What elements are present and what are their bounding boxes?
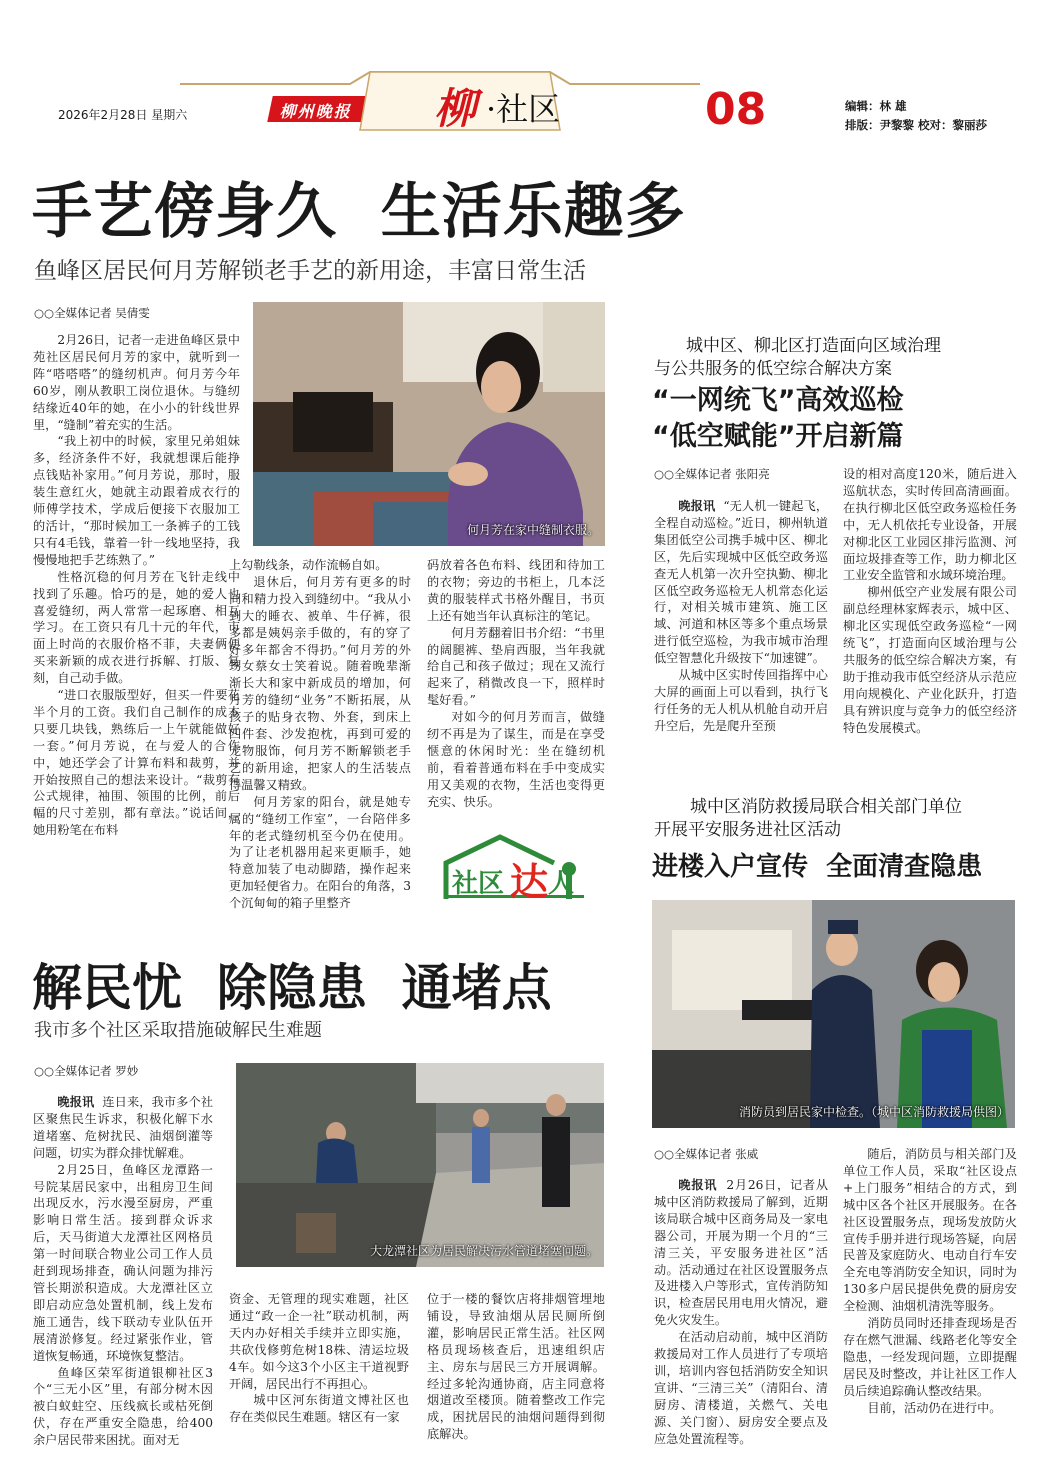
article4-headline: 进楼入户宣传 全面清查隐患 bbox=[652, 852, 983, 882]
article1-subhead: 鱼峰区居民何月芳解锁老手艺的新用途，丰富日常生活 bbox=[34, 258, 586, 284]
article2-byline: ○○全媒体记者 张阳亮 bbox=[654, 467, 770, 481]
lead-tag: 晚报讯 bbox=[678, 499, 716, 513]
paragraph: 随后，消防员与相关部门及单位工作人员，采取“社区设点+上门服务”相结合的方式，到城中区各个社区开展服务。在各社区设置服务点，现场发放防火宣传手册并进行现场答疑，向居民普及家庭防火、电动自行车安全充电等消防安全知识，同时为130多户居民提供免费的厨房安全检测、油烟机清洗等服务。 bbox=[843, 1147, 1017, 1314]
sewer-photo-illustration bbox=[236, 1063, 604, 1267]
article2-col2 bbox=[843, 466, 1017, 737]
sewing-photo-caption: 何月芳在家中缝制衣服。 bbox=[466, 523, 599, 537]
lead-tag: 晚报讯 bbox=[57, 1095, 95, 1109]
paragraph: 在活动启动前，城中区消防救援局对工作人员进行了专项培训，培训内容包括消防安全知识宣讲、“三清三关”（清阳台、清厨房、清楼道，关燃气、关电源、关门窗）、厨房安全要点及应急处置流程等。 bbox=[654, 1330, 828, 1446]
paragraph: 何月芳家的阳台，就是她专属的“缝纫工作室”，一台陪伴多年的老式缝纫机至今仍在使用。为了让老机器用起来更顺手，她特意加装了电动脚踏，操作起来更加轻便省力。在阳台的角落，3个沉甸甸的箱子里整齐 bbox=[229, 794, 411, 911]
article1-col3 bbox=[427, 557, 605, 811]
paragraph: 上勾勒线条，动作流畅自如。 bbox=[229, 558, 388, 572]
paragraph: 设的相对高度120米，随后进入巡航状态，实时传回高清画面。在执行柳北区低空政务巡检任务中，无人机依托专业设备，开展对柳北区工业园区排污监测、河面垃圾排查等工作，助力柳北区工业安全监管和水域环境治理。 bbox=[843, 467, 1017, 583]
sewer-photo-caption: 大龙潭社区为居民解决污水管道堵塞问题。 bbox=[369, 1244, 598, 1258]
typeset-credit: 排版：尹黎黎 校对：黎丽莎 bbox=[845, 118, 988, 132]
article2-kicker-2: 与公共服务的低空综合解决方案 bbox=[654, 359, 892, 379]
paragraph: 性格沉稳的何月芳在飞针走线中找到了乐趣。恰巧的是，她的爱人也喜爱缝纫，两人常常一起琢磨、相互学习。在工资只有几十元的年代，市面上时尚的衣服价格不菲，夫妻俩便买来新颖的成衣进行拆解、打版、复刻，自己动手做。 bbox=[33, 569, 240, 686]
paragraph bbox=[654, 498, 828, 667]
paragraph: “我上初中的时候，家里兄弟姐妹多，经济条件不好，我就想课后能挣点钱贴补家用。”何月芳说，那时，服装生意红火，她就主动跟着成衣行的师傅学技术，学成后便接下衣服加工的活计，“那时候加工一条裤子的工钱只有4毛钱，靠着一针一线地坚持，我慢慢地把手艺练熟了。” bbox=[33, 434, 240, 567]
article2-col1 bbox=[654, 498, 828, 735]
article3-col2 bbox=[229, 1291, 409, 1426]
article3-col1 bbox=[33, 1094, 213, 1449]
paragraph: 2月25日，鱼峰区龙潭路一号院某居民家中，出租房卫生间出现反水，污水漫至厨房，严重影响日常生活。接到群众诉求后，天马街道大龙潭社区网格员第一时间联合物业公司工作人员赶到现场排查，确认问题为排污管长期淤积造成。大龙潭社区立即启动应急处置机制，线上发布施工通告，线下联动专业队伍开展清淤修复。经过紧张作业，管道恢复畅通，环境恢复整洁。 bbox=[33, 1162, 213, 1363]
article1-col2 bbox=[229, 557, 411, 912]
paragraph: 目前，活动仍在进行中。 bbox=[867, 1400, 1002, 1415]
editor-credit: 编辑：林 雄 bbox=[845, 99, 907, 113]
paragraph: 从城中区实时传回指挥中心大屏的画面上可以看到，执行飞行任务的无人机从机舱自动开启升空后，先是爬升至预 bbox=[654, 668, 828, 733]
paragraph: 2月26日，记者一走进鱼峰区景中苑社区居民何月芳的家中，就听到一阵“嗒嗒嗒”的缝纫机声。何月芳今年60岁，刚从教职工岗位退休。与缝纫结缘近40年的她，在小小的针线世界里，“缝制”着充实的生活。 bbox=[33, 333, 240, 432]
logo-text-da: 达 bbox=[510, 860, 549, 904]
logo-text-ren: 人 bbox=[548, 869, 575, 899]
article4-kicker-1: 城中区消防救援局联合相关部门单位 bbox=[690, 797, 962, 817]
article4-byline: ○○全媒体记者 张威 bbox=[654, 1147, 759, 1161]
paragraph: 鱼峰区荣军街道银柳社区3个“三无小区”里，有部分树木因被白蚁蛀空、压线疯长或枯死倒伏，存在严重安全隐患，给400余户居民带来困扰。面对无 bbox=[33, 1365, 213, 1448]
paragraph: 城中区河东街道文博社区也存在类似民生难题。辖区有一家 bbox=[229, 1393, 409, 1425]
issue-date: 2026年2月28日 星期六 bbox=[58, 108, 188, 122]
article1-col1 bbox=[33, 332, 240, 839]
article3-subhead: 我市多个社区采取措施破解民生难题 bbox=[34, 1020, 322, 1041]
article3-col3 bbox=[427, 1291, 605, 1443]
article2-headline-2: “低空赋能”开启新篇 bbox=[652, 421, 904, 452]
sewer-photo bbox=[236, 1063, 604, 1267]
article1-headline: 手艺傍身久 生活乐趣多 bbox=[32, 177, 686, 247]
article4-col2 bbox=[843, 1146, 1017, 1417]
article2-headline-1: “一网统飞”高效巡检 bbox=[652, 385, 904, 416]
lead-text: “无人机一键起飞，全程自动巡检。”近日，柳州轨道集团低空公司携手城中区、柳北区，先后实现城中区低空政务巡查无人机第一次升空执勤、柳北区低空政务巡检无人机常态化运行，对相关城市建筑、施工区域、河道和林区等多个重点场景进行低空巡检，为我市城市治理低空智慧化升级按下“加速键”。 bbox=[654, 499, 829, 666]
paragraph: 对如今的何月芳而言，做缝纫不再是为了谋生，而是在享受惬意的休闲时光：坐在缝纫机前，看着普通布料在手中变成实用又美观的衣物，生活也变得更充实、快乐。 bbox=[427, 710, 605, 809]
paragraph: 码放着各色布料、线团和待加工的衣物；旁边的书柜上，几本泛黄的服装样式书格外醒目，书页上还有她当年认真标注的笔记。 bbox=[427, 558, 605, 623]
lead-text: 2月26日，记者从城中区消防救援局了解到，近期该局联合城中区商务局及一家电器公司，开展为期一个月的“三清三关，平安服务进社区”活动。活动通过在社区设置服务点及进楼入户等形式，宣传消防知识，检查居民用电用火情况，避免火灾发生。 bbox=[654, 1178, 829, 1328]
section-char: 柳 bbox=[434, 84, 477, 133]
section-name: ·社区 bbox=[486, 90, 561, 128]
sewing-photo-illustration bbox=[253, 302, 605, 546]
paragraph: 何月芳翻着旧书介绍：“书里的阔腿裤、垫肩西服，当年我就给自己和孩子做过；现在又流行起来了，稍微改良一下，照样时髦好看。” bbox=[427, 625, 605, 708]
fire-inspection-photo bbox=[652, 900, 1015, 1128]
fire-inspection-illustration bbox=[652, 900, 1015, 1128]
fire-inspection-caption: 消防员到居民家中检查。（城中区消防救援局供图） bbox=[738, 1105, 1009, 1119]
article4-col1 bbox=[654, 1177, 828, 1448]
logo-text-shequ: 社区 bbox=[452, 869, 505, 899]
article3-headline: 解民忧 除隐患 通堵点 bbox=[32, 959, 552, 1017]
article3-byline: ○○全媒体记者 罗妙 bbox=[34, 1064, 139, 1078]
community-talent-logo bbox=[440, 833, 590, 903]
paragraph: 退休后，何月芳有更多的时间和精力投入到缝纫中。“我从小到大的睡衣、被单、牛仔裤，很多都是姨妈亲手做的，有的穿了好多年都舍不得扔。”何月芳的外甥女蔡女士笑着说。随着晚辈渐渐长大和家中新成员的增加，何月芳的缝纫“业务”不断拓展，从孩子的贴身衣物、外套，到床上四件套、沙发抱枕，再到可爱的宠物服饰，何月芳不断解锁老手艺的新用途，把家人的生活装点得温馨又精致。 bbox=[229, 574, 411, 792]
paragraph bbox=[33, 1094, 213, 1162]
paper-name: 柳州晚报 bbox=[279, 102, 352, 121]
page-number: 08 bbox=[705, 84, 767, 135]
article1-byline: ○○全媒体记者 吴倩雯 bbox=[34, 306, 150, 320]
paragraph: 柳州低空产业发展有限公司副总经理林家辉表示，城中区、柳北区实现低空政务巡检“一网统飞”，打造面向区域治理与公共服务的低空综合解决方案，有助于推动我市低空经济从示范应用向规模化、产业化跃升，打造具有辨识度与竞争力的低空经济特色发展模式。 bbox=[843, 585, 1017, 735]
paragraph bbox=[654, 1177, 828, 1329]
article2-kicker-1: 城中区、柳北区打造面向区域治理 bbox=[686, 336, 941, 356]
lead-tag: 晚报讯 bbox=[678, 1178, 718, 1192]
paragraph: 资金、无管理的现实难题，社区通过“政一企一社”联动机制，两天内办好相关手续并立即实施，共砍伐修剪危树18株、清运垃圾4车。如今这3个小区主干道视野开阔，居民出行不再担心。 bbox=[229, 1292, 409, 1391]
paragraph: 消防员同时还排查现场是否存在燃气泄漏、线路老化等安全隐患，一经发现问题，立即提醒居民及时整改，并让社区工作人员后续追踪确认整改结果。 bbox=[843, 1316, 1017, 1398]
sewing-photo bbox=[253, 302, 605, 546]
paragraph: 位于一楼的餐饮店将排烟管埋地铺设，导致油烟从居民厕所倒灌，影响居民正常生活。社区网格员现场核查后，迅速组织店主、房东与居民三方开展调解。经过多轮沟通协商，店主同意将烟道改至楼顶。随着整改工作完成，困扰居民的油烟问题得到彻底解决。 bbox=[427, 1292, 605, 1442]
article4-kicker-2: 开展平安服务进社区活动 bbox=[654, 820, 841, 840]
paragraph: “进口衣服版型好，但买一件要花半个月的工资。我们自己制作的成本只要几块钱，熟练后一上午就能做好一套。”何月芳说，在与爱人的合作中，她还学会了计算布料和裁剪，并开始按照自己的想法来设计。“裁剪有公式规律，袖围、领围的比例，前后幅的尺寸差别，都有章法。”说话间，她用粉笔在布料 bbox=[33, 688, 240, 838]
lead-text: 连日来，我市多个社区聚焦民生诉求，积极化解下水道堵塞、危树扰民、油烟倒灌等问题，切实为群众排忧解难。 bbox=[33, 1095, 214, 1160]
